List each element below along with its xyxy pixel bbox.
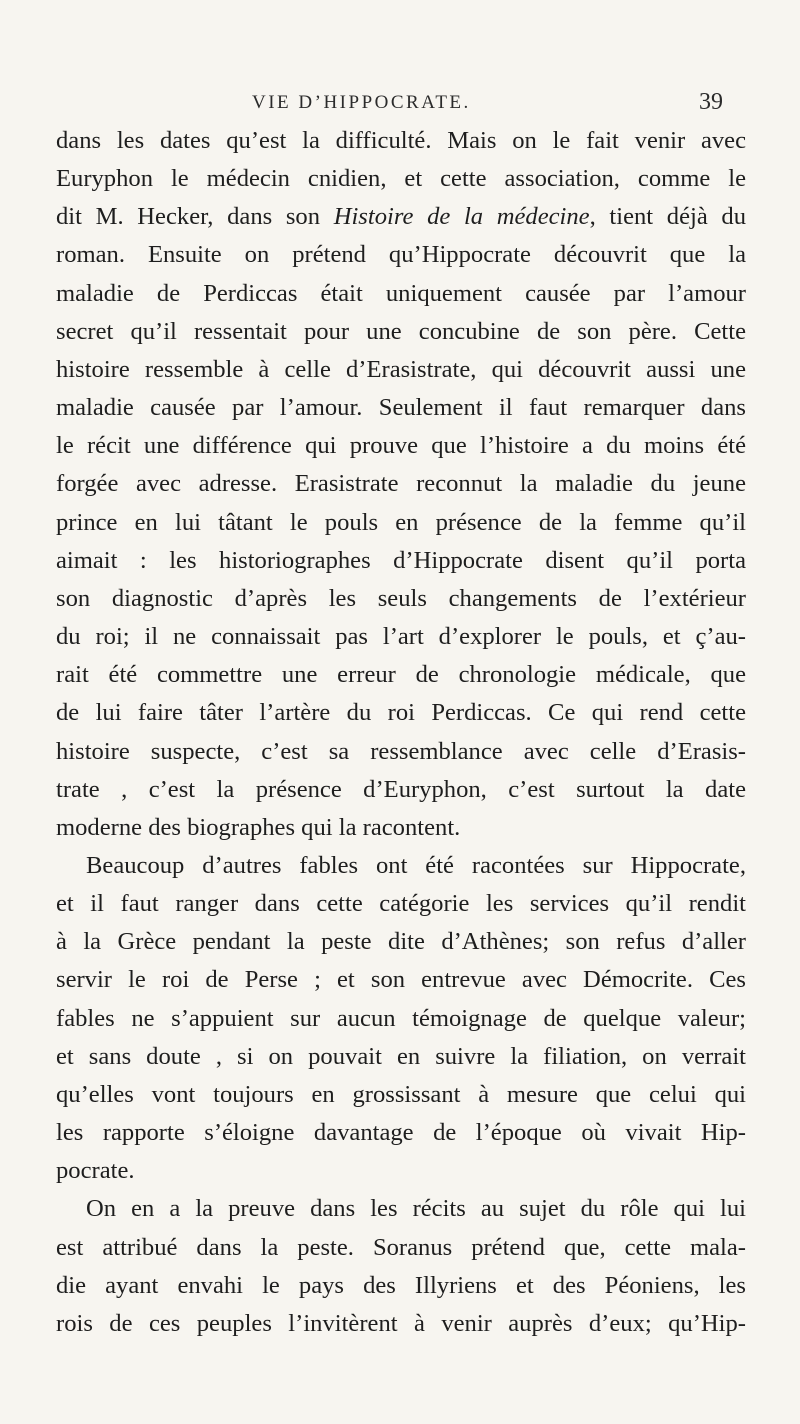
running-head: [0, 89, 800, 122]
text-line: prince en lui tâtant le pouls en présence de la femme qu’il: [56, 508, 746, 536]
text-line: trate , c’est la présence d’Euryphon, c’est surtout la date: [56, 775, 746, 803]
text-line: histoire suspecte, c’est sa ressemblance avec celle d’Erasis-: [56, 737, 746, 765]
text-line: à la Grèce pendant la peste dite d’Athènes; son refus d’aller: [56, 928, 746, 956]
text-line: rait été commettre une erreur de chronologie médicale, que: [56, 661, 746, 689]
text-line: dit M. Hecker, dans son Histoire de la médecine, tient déjà du: [56, 203, 746, 231]
text-line: les rapporte s’éloigne davantage de l’époque où vivait Hip-: [56, 1119, 746, 1147]
running-title: VIE D’HIPPOCRATE.: [252, 92, 471, 113]
text-line: et il faut ranger dans cette catégorie les services qu’il rendit: [56, 890, 746, 918]
text-line: Beaucoup d’autres fables ont été racontées sur Hippocrate,: [86, 851, 746, 879]
body-text: [56, 122, 746, 1343]
text-line: de lui faire tâter l’artère du roi Perdiccas. Ce qui rend cette: [56, 699, 746, 727]
text-line: est attribué dans la peste. Soranus prétend que, cette mala-: [56, 1233, 746, 1261]
text-line: qu’elles vont toujours en grossissant à mesure que celui qui: [56, 1080, 746, 1108]
text-line: maladie de Perdiccas était uniquement causée par l’amour: [56, 279, 746, 307]
text-line: Euryphon le médecin cnidien, et cette association, comme le: [56, 165, 746, 193]
page-number: 39: [699, 89, 723, 115]
text-line: rois de ces peuples l’invitèrent à venir auprès d’eux; qu’Hip-: [56, 1309, 746, 1337]
text-line: maladie causée par l’amour. Seulement il faut remarquer dans: [56, 394, 746, 422]
text-line: forgée avec adresse. Erasistrate reconnut la maladie du jeune: [56, 470, 746, 498]
text-line: On en a la preuve dans les récits au sujet du rôle qui lui: [86, 1195, 746, 1223]
text-line: fables ne s’appuient sur aucun témoignage de quelque valeur;: [56, 1004, 746, 1032]
text-line: le récit une différence qui prouve que l’histoire a du moins été: [56, 432, 746, 460]
text-line: roman. Ensuite on prétend qu’Hippocrate découvrit que la: [56, 241, 746, 269]
text-line: dans les dates qu’est la difficulté. Mais on le fait venir avec: [56, 127, 746, 154]
text-line: servir le roi de Perse ; et son entrevue avec Démocrite. Ces: [56, 966, 746, 994]
text-line: moderne des biographes qui la racontent.: [56, 813, 461, 841]
text-line: aimait : les historiographes d’Hippocrate disent qu’il porta: [56, 546, 746, 574]
book-title-italic: Histoire de la médecine: [333, 203, 590, 231]
text-line: pocrate.: [56, 1157, 135, 1185]
text-line: du roi; il ne connaissait pas l’art d’explorer le pouls, et ç’au-: [56, 623, 746, 651]
text-line: die ayant envahi le pays des Illyriens et des Péoniens, les: [56, 1271, 746, 1299]
text-line: secret qu’il ressentait pour une concubine de son père. Cette: [56, 317, 746, 345]
text-line: son diagnostic d’après les seuls changements de l’extérieur: [56, 584, 746, 612]
text-line: et sans doute , si on pouvait en suivre la filiation, on verrait: [56, 1042, 746, 1070]
text-line: histoire ressemble à celle d’Erasistrate, qui découvrit aussi une: [56, 355, 746, 383]
